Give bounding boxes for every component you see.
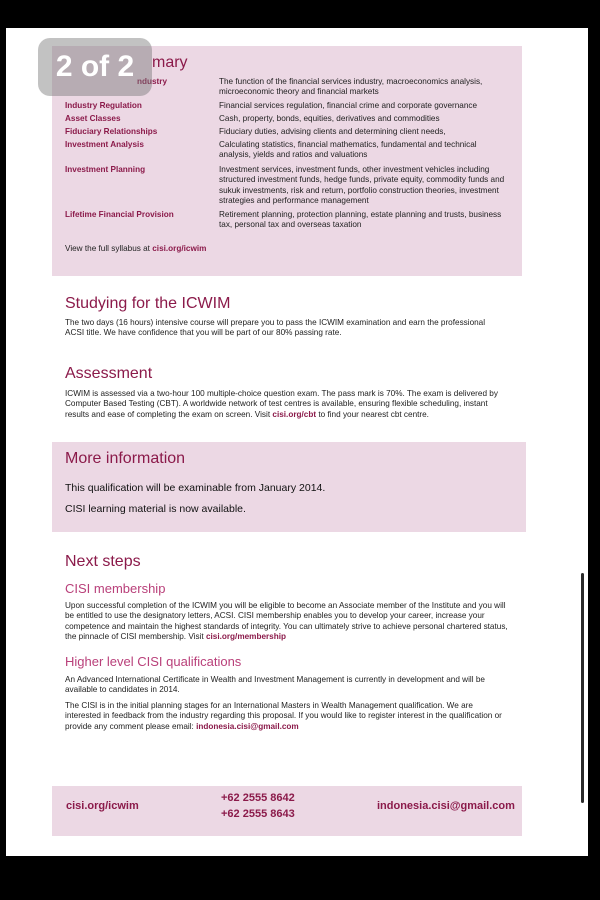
more-info-line1: This qualification will be examinable from January 2014. <box>65 482 326 494</box>
summary-row-label: Investment Planning <box>65 165 146 174</box>
studying-body: The two days (16 hours) intensive course will prepare you to pass the ICWIM examination and earn the professional ACSI title. We have confidence that you will be part of our 80% passing rate. <box>65 318 486 338</box>
summary-row-desc: Financial services regulation, financial crime and corporate governance <box>219 101 478 110</box>
footer-phone-1: +62 2555 8642 <box>221 792 295 804</box>
footer-phone-2: +62 2555 8643 <box>221 808 295 820</box>
assessment-body <box>65 389 505 420</box>
higher-text: The CISI is in the initial planning stages for an International Masters in Wealth Management qualification. We are interested in feedback from the industry regarding this proposal. If you would like to register interest in the qualification or provide any comment please email: <box>65 701 502 731</box>
more-info-box <box>52 442 526 532</box>
higher-qualifications-p1: An Advanced International Certificate in Wealth and Investment Management is currently in development and will be available to candidates in 2014. <box>65 675 485 695</box>
syllabus-line <box>65 244 505 254</box>
membership-link[interactable]: cisi.org/membership <box>205 632 287 642</box>
membership-title: CISI membership <box>65 581 166 596</box>
next-steps-title: Next steps <box>65 553 141 570</box>
higher-email-link[interactable]: indonesia.cisi@gmail.com <box>196 721 299 731</box>
syllabus-text: View the full syllabus at <box>65 244 150 253</box>
summary-row-desc: Cash, property, bonds, equities, derivatives and commodities <box>219 114 440 123</box>
document-page <box>6 28 588 856</box>
summary-row-label: ndustry <box>137 77 168 86</box>
footer-website[interactable]: cisi.org/icwim <box>66 800 139 812</box>
footer-email[interactable]: indonesia.cisi@gmail.com <box>377 800 515 812</box>
more-info-line2: CISI learning material is now available. <box>65 503 246 515</box>
assessment-title: Assessment <box>65 365 153 382</box>
summary-row-label: Industry Regulation <box>65 101 142 110</box>
summary-row-desc: The function of the financial services industry, macroeconomics analysis, microeconomic theory and financial markets <box>219 77 483 97</box>
membership-body <box>65 601 511 643</box>
higher-qualifications-title: Higher level CISI qualifications <box>65 654 242 669</box>
contact-footer <box>52 786 522 836</box>
page-indicator: 2 of 2 <box>38 38 152 96</box>
summary-row-desc: Fiduciary duties, advising clients and determining client needs, <box>219 127 446 136</box>
scrollbar[interactable] <box>581 573 584 803</box>
membership-text: Upon successful completion of the ICWIM you will be eligible to become an Associate member of the Institute and you will be entitled to use the designatory letters, ACSI. CISI membership enables you to develop your career, increase your competence and maintain the highest standards of integrity. You can ultimately strive to achieve personal chartered status, the pinnacle of CISI membership. Visit <box>65 601 508 642</box>
assessment-text-after: to find your nearest cbt centre. <box>318 409 429 419</box>
summary-row-label: Lifetime Financial Provision <box>65 210 174 219</box>
summary-row-label: Asset Classes <box>65 114 121 123</box>
summary-row-label: Fiduciary Relationships <box>65 127 158 136</box>
assessment-link[interactable]: cisi.org/cbt <box>272 409 317 419</box>
summary-row-desc: Calculating statistics, financial mathematics, fundamental and technical analysis, yields and ratios and valuations <box>219 140 477 160</box>
assessment-text: ICWIM is assessed via a two-hour 100 multiple-choice question exam. The pass mark is 70%. The exam is delivered by Computer Based Testing (CBT). A worldwide network of test centres is available, ensuring flexible scheduling, instant results and ease of completing the exam on screen. Visit <box>65 389 498 419</box>
summary-row-desc: Investment services, investment funds, other investment vehicles including structured investment funds, hedge funds, private equity, commodity funds and sukuk investments, risk and return, portfolio construction theories, investment strategies and performance management <box>219 165 505 206</box>
syllabus-link[interactable]: cisi.org/icwim <box>152 244 207 253</box>
more-info-title: More information <box>65 450 186 467</box>
studying-title: Studying for the ICWIM <box>65 295 231 312</box>
summary-row-label: Investment Analysis <box>65 140 144 149</box>
summary-row-desc: Retirement planning, protection planning, estate planning and trusts, business tax, personal tax and overseas taxation <box>219 210 502 230</box>
higher-qualifications-p2 <box>65 701 511 732</box>
summary-title: mary <box>152 54 188 71</box>
